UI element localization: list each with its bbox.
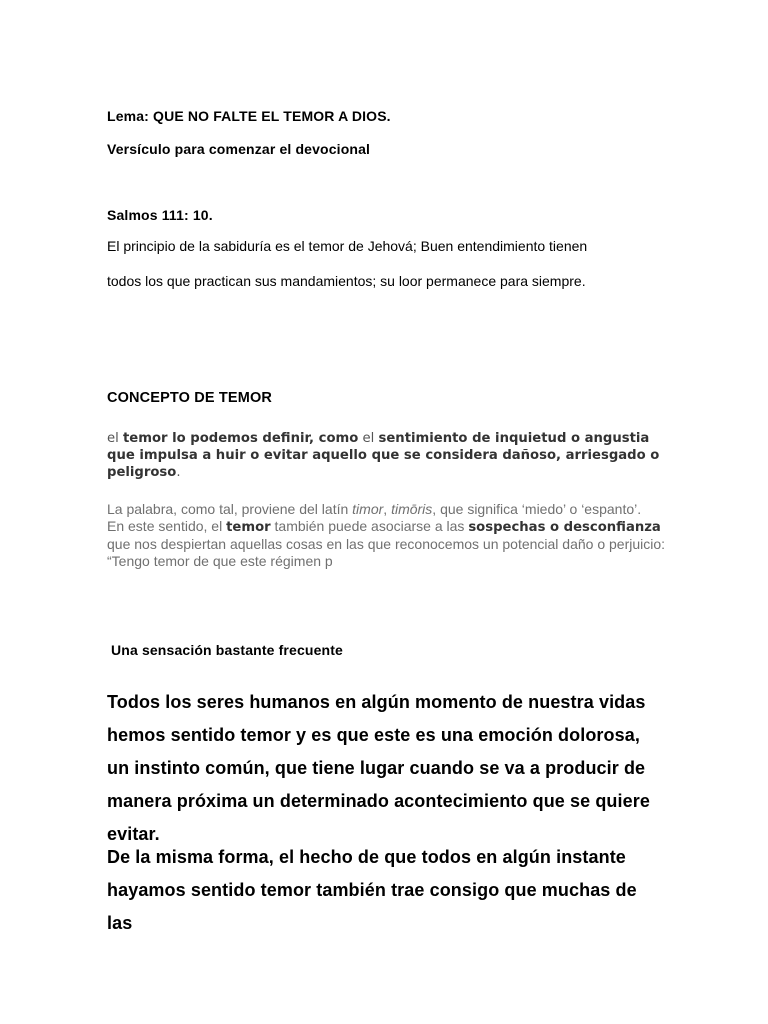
concept-heading: CONCEPTO DE TEMOR [107,390,273,406]
etymology-text: , que significa ‘miedo’ o ‘espanto’. [432,501,642,517]
definition-bold: sentimiento de inquietud o angustia que impulsa a huir o evitar aquello que se considera dañoso, arriesgado o peligroso [107,431,660,480]
etymology-text: En este sentido, el [107,518,227,534]
etymology-bold: sospechas o desconfianza [468,520,661,535]
section2-paragraph-2: De la misma forma, el hecho de que todos en algún instante hayamos sentido temor también trae consigo que muchas de las [107,847,637,933]
verse-text-line-1: El principio de la sabiduría es el temor de Jehová; Buen entendimiento tienen [107,238,588,254]
verse-text-line-2: todos los que practican sus mandamientos; su loor permanece para siempre. [107,273,586,289]
etymology-text: La palabra, como tal, proviene del latín [107,501,353,517]
etymology-italic: timōris [391,501,433,517]
verse-reference: Salmos 111: 10. [107,207,213,223]
etymology-text: también puede asociarse a las [270,518,469,534]
concept-definition [107,430,667,481]
lema-heading: Lema: QUE NO FALTE EL TEMOR A DIOS. [107,108,391,124]
definition-text: . [176,465,181,480]
definition-text: el [107,431,123,446]
etymology-bold: temor [226,520,271,535]
etymology-text: , [383,501,392,517]
definition-bold: temor lo podemos definir, como [122,431,359,446]
etymology-italic: timor [352,501,384,517]
etymology-text: que nos despiertan aquellas cosas en las que reconocemos un potencial daño o perjuicio: “Tengo temor de que este régimen p [107,536,666,569]
section2-paragraph-1: Todos los seres humanos en algún momento de nuestra vidas hemos sentido temor y es que este es una emoción dolorosa, un instinto común, que tiene lugar cuando se va a producir de manera próxima un determinado acontecimiento que se quiere evitar. [107,692,650,844]
definition-text: el [358,431,379,446]
versiculo-heading: Versículo para comenzar el devocional [107,141,371,157]
concept-etymology [107,501,667,570]
section2-heading: Una sensación bastante frecuente [111,642,343,658]
